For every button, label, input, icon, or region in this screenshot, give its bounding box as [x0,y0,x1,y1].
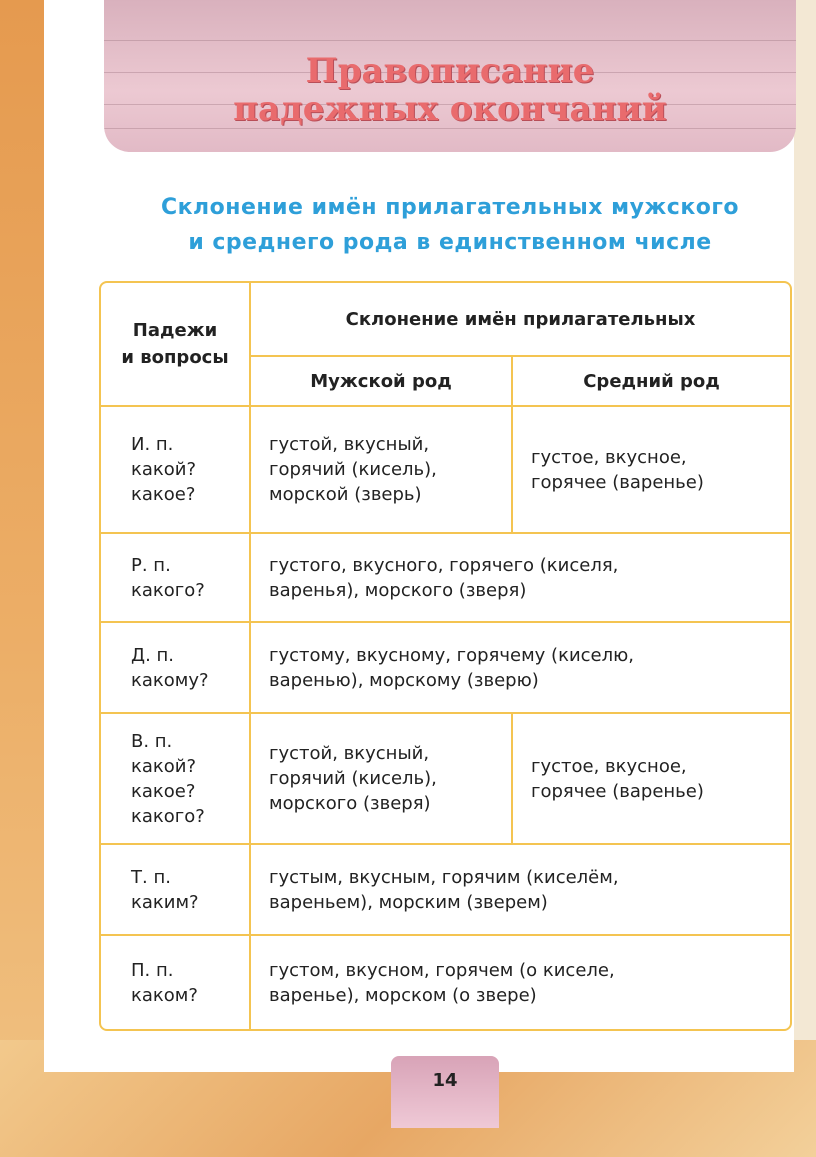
case-cell: В. п. какой? какое? какого? [101,714,251,845]
table-row-instrumental [101,845,790,936]
neuter-forms: густое, вкусное, горячее (варенье) [513,714,790,845]
header-neuter: Средний род [513,357,790,407]
page-title [104,52,796,128]
title-line-2: падежных окончаний [233,89,667,129]
page-edge-right [794,0,816,1080]
section-subtitle [104,190,796,260]
declension-table [99,281,792,1031]
case-cell: Д. п. какому? [101,623,251,714]
case-cell: Р. п. какого? [101,534,251,623]
case-cell: П. п. каком? [101,936,251,1029]
neuter-forms: густое, вкусное, горячее (варенье) [513,407,790,534]
case-cell: Т. п. каким? [101,845,251,936]
table-row-nominative [101,407,790,534]
subtitle-line-1: Склонение имён прилагательных мужского [160,195,739,220]
page-number-tab [391,1056,499,1128]
header-case-questions: Падежи и вопросы [101,283,251,407]
page-number: 14 [432,1070,458,1091]
shared-forms: густом, вкусном, горячем (о киселе, варенье), морском (о звере) [269,959,615,1006]
title-line-1: Правописание [305,51,595,91]
table-row-dative [101,623,790,714]
table-row-accusative [101,714,790,845]
subtitle-line-2: и среднего рода в единственном числе [188,230,712,255]
shared-forms: густого, вкусного, горячего (киселя, варенья), морского (зверя) [251,534,790,623]
shared-forms: густым, вкусным, горячим (киселём, вареньем), морским (зверем) [251,845,790,936]
table-row-genitive [101,534,790,623]
table-row-prepositional [101,936,790,1029]
masculine-forms: густой, вкусный, горячий (кисель), морского (зверя) [251,714,513,845]
case-cell: И. п. какой? какое? [101,407,251,534]
header-masculine: Мужской род [251,357,513,407]
shared-forms: густому, вкусному, горячему (киселю, варенью), морскому (зверю) [251,623,790,714]
header-adjective-declension: Склонение имён прилагательных [251,283,790,357]
masculine-forms: густой, вкусный, горячий (кисель), морской (зверь) [251,407,513,534]
